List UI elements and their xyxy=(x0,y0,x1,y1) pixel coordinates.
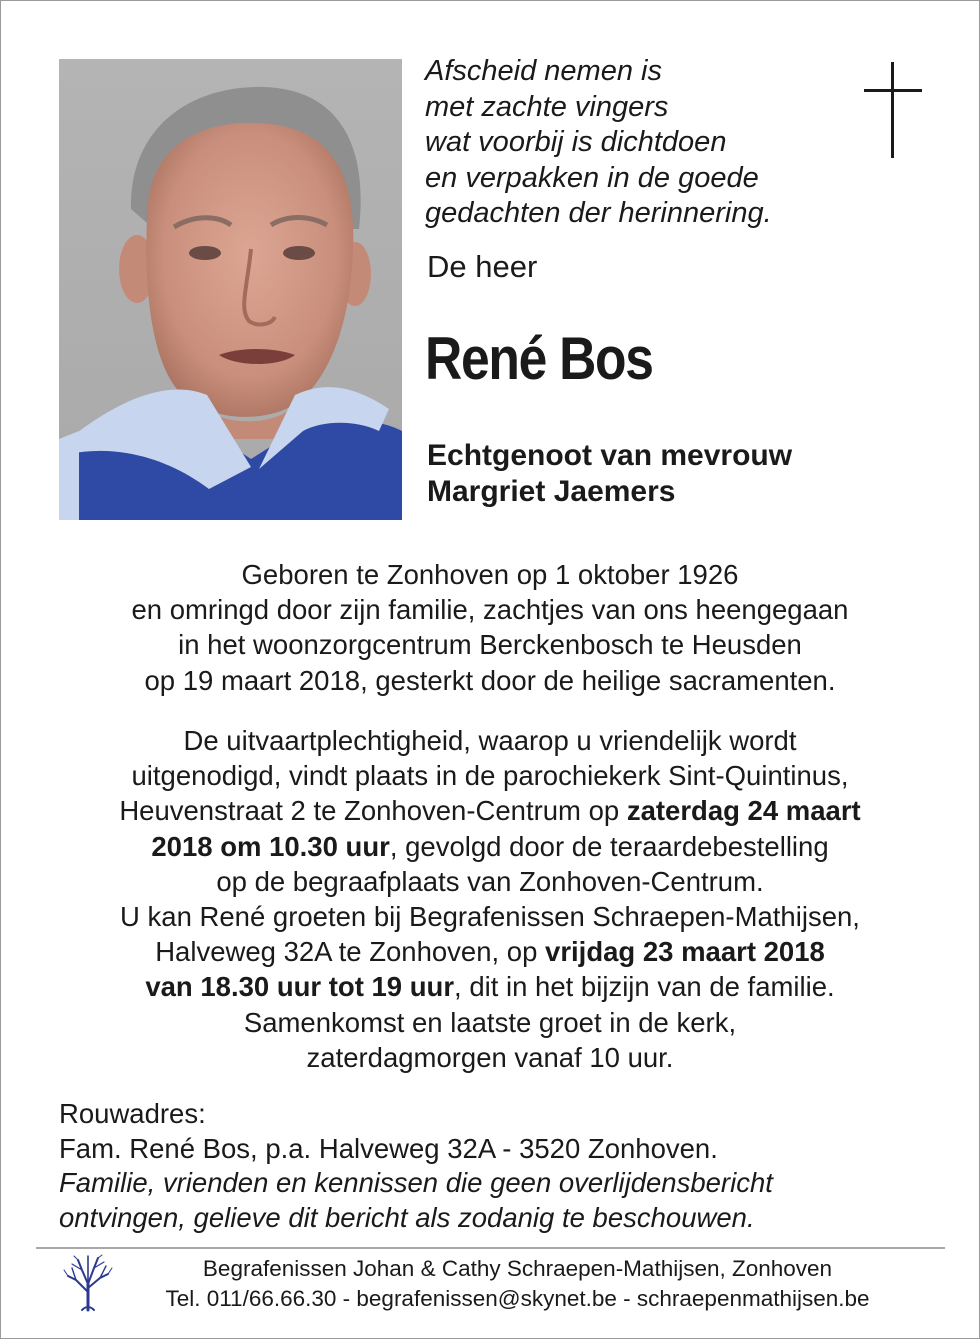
cross-icon xyxy=(864,62,922,160)
footer-company: Begrafenissen Johan & Cathy Schraepen-Mathijsen, Zonhoven xyxy=(202,1256,833,1281)
poem-line: gedachten der herinnering. xyxy=(425,197,772,229)
paragraph-line: en omringd door zijn familie, zachtjes van ons heengegaan xyxy=(131,594,849,626)
funeral-home-footer xyxy=(120,1254,915,1314)
footer-divider xyxy=(36,1247,945,1249)
paragraph-line xyxy=(40,969,940,1004)
funeral-paragraph xyxy=(40,723,940,1075)
paragraph-line: in het woonzorgcentrum Berckenbosch te Heusden xyxy=(178,629,802,661)
spouse-info xyxy=(427,438,792,510)
address-note: ontvingen, gelieve dit bericht als zodanig te beschouwen. xyxy=(59,1201,755,1233)
poem-line: Afscheid nemen is xyxy=(425,55,662,87)
funeral-date: zaterdag 24 maart xyxy=(626,795,861,827)
spouse-line: Echtgenoot van mevrouw xyxy=(427,439,793,472)
paragraph-line xyxy=(40,829,940,864)
address-note: Familie, vrienden en kennissen die geen overlijdensbericht xyxy=(59,1167,773,1198)
paragraph-line: Samenkomst en laatste groet in de kerk, xyxy=(243,1006,737,1038)
visitation-date: vrijdag 23 maart 2018 xyxy=(545,936,825,968)
address-label: Rouwadres: xyxy=(59,1098,206,1129)
birth-death-paragraph xyxy=(40,557,940,698)
spouse-line: Margriet Jaemers xyxy=(427,475,676,508)
paragraph-line: De uitvaartplechtigheid, waarop u vriendelijk wordt xyxy=(183,725,797,756)
address-line: Fam. René Bos, p.a. Halveweg 32A - 3520 Zonhoven. xyxy=(59,1132,718,1164)
text-segment: Halveweg 32A te Zonhoven, op xyxy=(155,936,546,968)
funeral-time: 2018 om 10.30 uur xyxy=(151,830,390,862)
paragraph-line xyxy=(40,793,940,828)
portrait-photo xyxy=(59,59,402,520)
tree-logo-icon xyxy=(62,1254,114,1312)
poem-line: wat voorbij is dichtdoen xyxy=(425,126,727,158)
poem-line: en verpakken in de goede xyxy=(425,161,759,194)
paragraph-line: zaterdagmorgen vanaf 10 uur. xyxy=(306,1041,674,1073)
text-segment: , gevolgd door de teraardebestelling xyxy=(389,830,829,862)
visitation-time: van 18.30 uur tot 19 uur xyxy=(145,971,455,1003)
poem-line: met zachte vingers xyxy=(425,90,669,123)
paragraph-line: U kan René groeten bij Begrafenissen Schraepen-Mathijsen, xyxy=(120,901,860,933)
deceased-name: René Bos xyxy=(425,325,653,392)
paragraph-line: op 19 maart 2018, gesterkt door de heilige sacramenten. xyxy=(144,664,836,696)
text-segment: , dit in het bijzijn van de familie. xyxy=(454,971,835,1003)
paragraph-line: uitgenodigd, vindt plaats in de parochiekerk Sint-Quintinus, xyxy=(131,760,849,792)
footer-contact: Tel. 011/66.66.30 - begrafenissen@skynet.be - schraepenmathijsen.be xyxy=(165,1286,870,1311)
mourning-address xyxy=(59,1097,773,1235)
honorific: De heer xyxy=(427,249,538,284)
paragraph-line xyxy=(40,934,940,969)
text-segment: Heuvenstraat 2 te Zonhoven-Centrum op xyxy=(119,795,627,827)
paragraph-line: Geboren te Zonhoven op 1 oktober 1926 xyxy=(241,559,739,590)
poem xyxy=(425,54,845,232)
paragraph-line: op de begraafplaats van Zonhoven-Centrum. xyxy=(216,865,764,897)
